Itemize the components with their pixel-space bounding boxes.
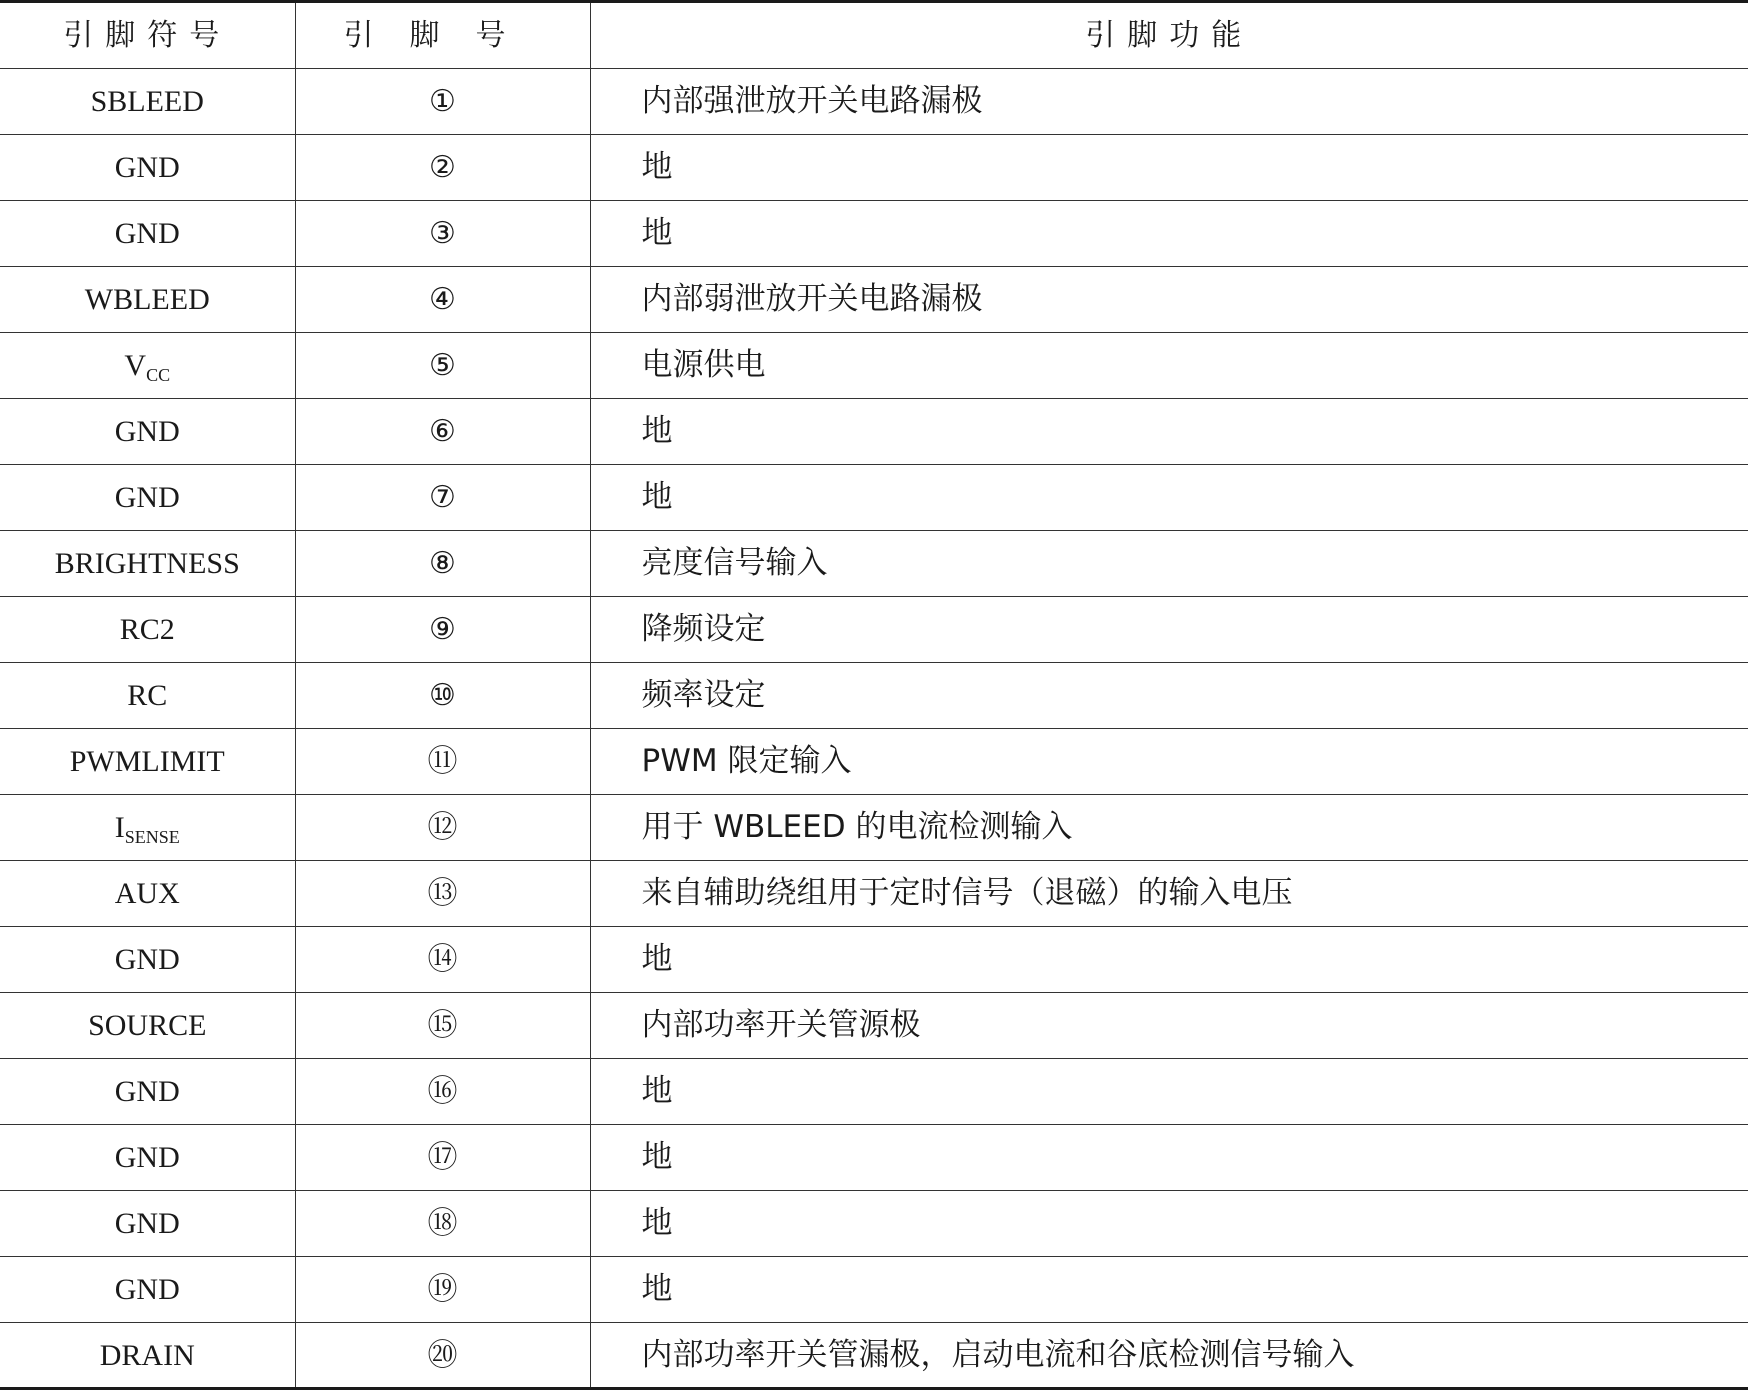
- table-row: [0, 729, 1748, 795]
- pin-symbol: DRAIN: [99, 1338, 195, 1372]
- pin-symbol-cell: [0, 1125, 295, 1191]
- pin-number: ⑲: [295, 1257, 590, 1323]
- pin-symbol: RC2: [119, 613, 175, 646]
- pin-symbol: AUX: [114, 877, 180, 910]
- pin-symbol-cell: [0, 1257, 295, 1323]
- table-row: [0, 69, 1748, 135]
- pin-number: ⑦: [295, 465, 590, 531]
- pin-symbol: I: [114, 811, 125, 844]
- header-pin-number: 引脚号: [295, 2, 590, 69]
- pin-symbol-cell: [0, 531, 295, 597]
- pin-function: 电源供电: [590, 333, 1748, 399]
- pin-symbol: GND: [114, 415, 180, 448]
- table-row: [0, 597, 1748, 663]
- pin-function: 地: [590, 1059, 1748, 1125]
- pin-symbol-cell: [0, 663, 295, 729]
- pin-function: 地: [590, 927, 1748, 993]
- table-row: [0, 993, 1748, 1059]
- pin-number: ⑯: [295, 1059, 590, 1125]
- table-header: [0, 2, 1748, 69]
- pin-function: 地: [590, 399, 1748, 465]
- pin-function: 内部功率开关管源极: [590, 993, 1748, 1059]
- table-row: [0, 201, 1748, 267]
- pin-symbol-cell: [0, 795, 295, 861]
- header-pin-function: 引脚功能: [590, 2, 1748, 69]
- pin-symbol-cell: [0, 69, 295, 135]
- table-row: [0, 135, 1748, 201]
- table-row: [0, 267, 1748, 333]
- pin-symbol-cell: [0, 465, 295, 531]
- pin-number: ⑤: [295, 333, 590, 399]
- pin-number: ⑰: [295, 1125, 590, 1191]
- pin-function: 频率设定: [590, 663, 1748, 729]
- pin-function: PWM 限定输入: [590, 729, 1748, 795]
- pin-number: ⑩: [295, 663, 590, 729]
- table-row: [0, 927, 1748, 993]
- pin-symbol: GND: [114, 943, 180, 976]
- pin-symbol-cell: [0, 333, 295, 399]
- table-row: [0, 1257, 1748, 1323]
- pin-symbol: GND: [114, 1075, 180, 1108]
- table-row: [0, 1191, 1748, 1257]
- pin-symbol-subscript: SENSE: [124, 827, 180, 847]
- pin-number: ⑬: [295, 861, 590, 927]
- pin-function: 地: [590, 135, 1748, 201]
- pin-function: 内部功率开关管漏极，启动电流和谷底检测信号输入: [590, 1323, 1748, 1389]
- pin-symbol-cell: [0, 1191, 295, 1257]
- table-row: [0, 1125, 1748, 1191]
- pin-symbol-cell: [0, 201, 295, 267]
- header-row: [0, 2, 1748, 69]
- pin-function: 内部强泄放开关电路漏极: [590, 69, 1748, 135]
- pin-symbol-cell: [0, 1323, 295, 1389]
- pin-symbol: RC: [127, 679, 168, 712]
- pin-symbol-cell: [0, 861, 295, 927]
- table-row: [0, 399, 1748, 465]
- pin-symbol: WBLEED: [84, 283, 210, 316]
- pin-number: ⑮: [295, 993, 590, 1059]
- pin-symbol: GND: [114, 481, 180, 514]
- pin-function: 内部弱泄放开关电路漏极: [590, 267, 1748, 333]
- pin-function: 亮度信号输入: [590, 531, 1748, 597]
- pin-number: ⑨: [295, 597, 590, 663]
- table-body: [0, 69, 1748, 1389]
- table-row: [0, 465, 1748, 531]
- pin-symbol-cell: [0, 927, 295, 993]
- table-row: [0, 1323, 1748, 1389]
- pin-symbol-cell: [0, 1059, 295, 1125]
- pin-symbol: GND: [114, 217, 180, 250]
- pin-symbol: SOURCE: [88, 1009, 207, 1042]
- pin-symbol-cell: [0, 135, 295, 201]
- pin-symbol: GND: [114, 151, 180, 184]
- pin-symbol-cell: [0, 597, 295, 663]
- pin-symbol: GND: [114, 1141, 180, 1174]
- pin-number: ⑥: [295, 399, 590, 465]
- pin-symbol: GND: [114, 1273, 180, 1306]
- pin-function: 地: [590, 201, 1748, 267]
- pin-number: ⑧: [295, 531, 590, 597]
- pin-number: ⑪: [295, 729, 590, 795]
- pin-number: ⑳: [295, 1323, 590, 1389]
- pin-number: ①: [295, 69, 590, 135]
- pin-function: 来自辅助绕组用于定时信号（退磁）的输入电压: [590, 861, 1748, 927]
- pin-function: 地: [590, 1257, 1748, 1323]
- pin-function: 地: [590, 1191, 1748, 1257]
- table-row: [0, 531, 1748, 597]
- pin-symbol-cell: [0, 729, 295, 795]
- pin-symbol: V: [124, 349, 147, 382]
- pin-number: ⑭: [295, 927, 590, 993]
- pin-symbol: PWMLIMIT: [69, 745, 225, 778]
- pin-number: ②: [295, 135, 590, 201]
- pin-number: ⑫: [295, 795, 590, 861]
- pin-function: 地: [590, 1125, 1748, 1191]
- table-row: [0, 861, 1748, 927]
- pin-symbol-cell: [0, 267, 295, 333]
- pin-symbol-subscript: CC: [146, 365, 171, 385]
- table-row: [0, 1059, 1748, 1125]
- pin-number: ⑱: [295, 1191, 590, 1257]
- pin-symbol-cell: [0, 399, 295, 465]
- pin-number: ④: [295, 267, 590, 333]
- table-row: [0, 333, 1748, 399]
- pin-function: 降频设定: [590, 597, 1748, 663]
- pin-symbol: SBLEED: [90, 85, 204, 118]
- pin-symbol-cell: [0, 993, 295, 1059]
- pin-symbol: BRIGHTNESS: [54, 547, 240, 580]
- pin-function: 用于 WBLEED 的电流检测输入: [590, 795, 1748, 861]
- table-row: [0, 663, 1748, 729]
- pin-function: 地: [590, 465, 1748, 531]
- pin-symbol: GND: [114, 1207, 180, 1240]
- table-row: [0, 795, 1748, 861]
- pin-number: ③: [295, 201, 590, 267]
- header-pin-symbol: 引脚符号: [0, 2, 295, 69]
